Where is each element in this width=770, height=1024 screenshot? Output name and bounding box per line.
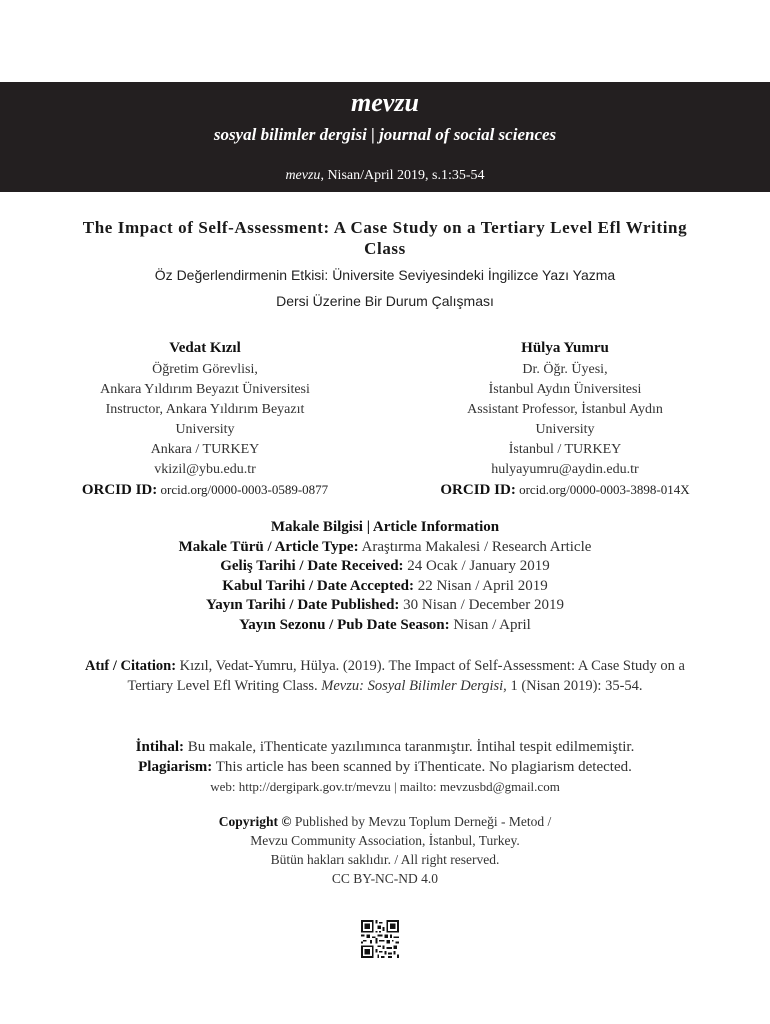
issue-journal: mevzu xyxy=(285,168,321,183)
date-received-value: 24 Ocak / January 2019 xyxy=(403,558,550,574)
date-accepted-value: 22 Nisan / April 2019 xyxy=(413,577,548,594)
citation xyxy=(85,656,685,696)
title-tr-line-2: Dersi Üzerine Bir Durum Çalışması xyxy=(276,293,494,309)
date-published-value: 30 Nisan / December 2019 xyxy=(399,597,564,613)
author-name: Hülya Yumru xyxy=(521,340,609,356)
citation-journal: Mevzu: Sosyal Bilimler Dergisi, xyxy=(321,678,507,694)
copyright-line-3: Bütün hakları saklıdır. / All right reserved. xyxy=(270,852,500,867)
article-type xyxy=(60,538,710,558)
orcid-link[interactable]: orcid.org/0000-0003-3898-014X xyxy=(519,482,690,497)
author-email[interactable]: vkizil@ybu.edu.tr xyxy=(154,462,256,477)
date-accepted xyxy=(60,577,710,597)
author-block-1 xyxy=(40,338,370,500)
author-title-en-cont: University xyxy=(175,422,235,437)
author-location: İstanbul / TURKEY xyxy=(508,442,622,457)
citation-label: Atıf / Citation: xyxy=(85,658,177,674)
author-name: Vedat Kızıl xyxy=(169,340,241,356)
copyright-notice xyxy=(120,812,650,888)
license: CC BY-NC-ND 4.0 xyxy=(331,871,439,886)
date-published xyxy=(60,596,710,616)
author-university-tr: Ankara Yıldırım Beyazıt Üniversitesi xyxy=(100,382,310,397)
orcid-link[interactable]: orcid.org/0000-0003-0589-0877 xyxy=(160,482,329,497)
author-title-tr: Dr. Öğr. Üyesi, xyxy=(522,362,608,377)
orcid-label: ORCID ID: xyxy=(81,482,158,498)
plagiarism-tr xyxy=(60,737,710,757)
qr-code-icon xyxy=(361,920,399,958)
pub-date-season xyxy=(60,616,710,636)
copyright-label: Copyright © xyxy=(218,814,292,829)
article-type-value: Araştırma Makalesi / Research Article xyxy=(358,538,592,555)
author-orcid xyxy=(400,480,730,500)
pub-season-label: Yayın Sezonu / Pub Date Season: xyxy=(239,616,450,633)
article-title-turkish xyxy=(70,262,700,314)
date-received xyxy=(60,557,710,577)
plagiarism-en-label: Plagiarism: xyxy=(138,759,213,775)
article-info-heading xyxy=(60,518,710,538)
copyright-line-2: Mevzu Community Association, İstanbul, Turkey. xyxy=(250,833,520,848)
issue-details: , Nisan/April 2019, s.1:35-54 xyxy=(320,168,485,183)
plagiarism-en-text: This article has been scanned by iThenticate. No plagiarism detected. xyxy=(212,759,632,775)
author-title-tr: Öğretim Görevlisi, xyxy=(152,362,258,377)
title-tr-line-1: Öz Değerlendirmenin Etkisi: Üniversite Seviyesindeki İngilizce Yazı Yazma xyxy=(154,267,616,283)
author-location: Ankara / TURKEY xyxy=(150,442,260,457)
orcid-label: ORCID ID: xyxy=(440,482,516,498)
plagiarism-tr-text: Bu makale, iThenticate yazılımınca taranmıştır. İntihal tespit edilmemiştir. xyxy=(184,739,635,755)
citation-text: Kızıl, Vedat-Yumru, Hülya. (2019). The Impact of Self-Assessment: A Case Study on a Tertiary Level Efl Writing Class. xyxy=(127,658,685,694)
author-university-tr: İstanbul Aydın Üniversitesi xyxy=(488,382,642,397)
issue-info xyxy=(0,168,770,184)
plagiarism-notice xyxy=(60,737,710,797)
journal-banner xyxy=(0,82,770,192)
author-email[interactable]: hulyayumru@aydin.edu.tr xyxy=(491,462,639,477)
plagiarism-tr-label: İntihal: xyxy=(135,739,185,755)
date-accepted-label: Kabul Tarihi / Date Accepted: xyxy=(222,577,414,594)
web-links[interactable]: web: http://dergipark.gov.tr/mevzu | mailto: mevzusbd@gmail.com xyxy=(210,779,560,794)
copyright-line-1-text: Published by Mevzu Toplum Derneği - Metod / xyxy=(291,814,552,829)
journal-subtitle: sosyal bilimler dergisi | journal of social sciences xyxy=(213,125,557,144)
author-title-en-cont: University xyxy=(535,422,595,437)
author-orcid xyxy=(40,480,370,500)
date-received-label: Geliş Tarihi / Date Received: xyxy=(220,558,404,574)
author-title-en: Instructor, Ankara Yıldırım Beyazıt xyxy=(105,402,305,417)
author-block-2 xyxy=(400,338,730,500)
citation-tail: 1 (Nisan 2019): 35-54. xyxy=(506,678,643,694)
article-information xyxy=(60,518,710,635)
journal-name: mevzu xyxy=(351,88,419,117)
article-type-label: Makale Türü / Article Type: xyxy=(178,538,359,555)
copyright-line-1 xyxy=(120,812,650,831)
date-published-label: Yayın Tarihi / Date Published: xyxy=(206,597,400,613)
pub-season-value: Nisan / April xyxy=(449,616,531,633)
article-info-heading-text: Makale Bilgisi | Article Information xyxy=(270,519,500,535)
article-title-english: The Impact of Self-Assessment: A Case Study on a Tertiary Level Efl Writing Class xyxy=(82,218,688,258)
plagiarism-en xyxy=(60,757,710,777)
author-title-en: Assistant Professor, İstanbul Aydın xyxy=(467,402,663,417)
